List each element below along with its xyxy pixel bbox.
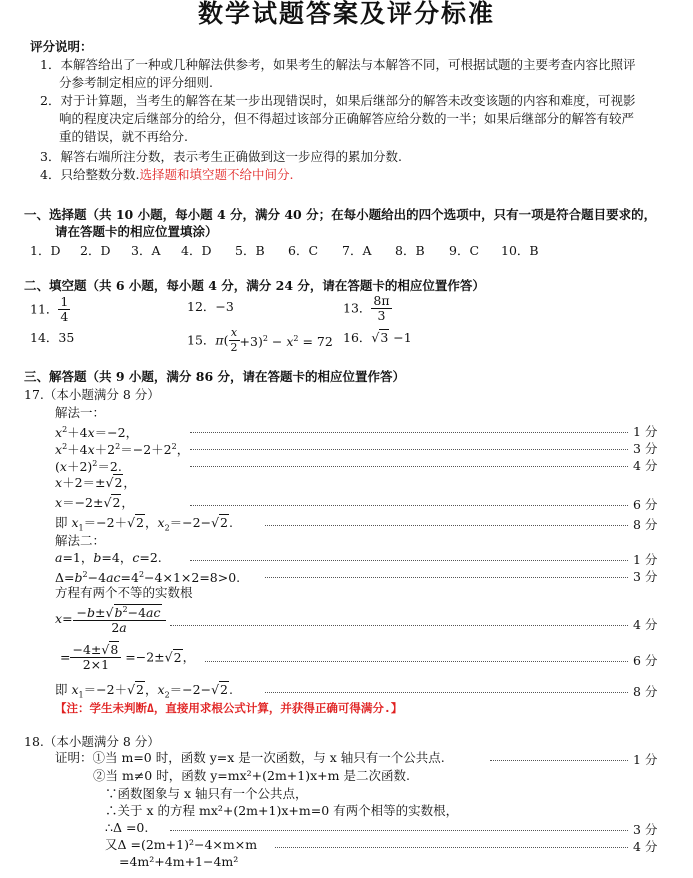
- q17-step1: $x^2+4x=-2$，: [55, 425, 139, 441]
- q15-label: 15．: [187, 332, 216, 348]
- score-4: 4 分: [633, 458, 658, 473]
- leader-dots: [190, 432, 628, 433]
- fill-answer-15: 15．π( $\frac{x}{2}$ $+3)^2 - x^2 = 72$: [187, 326, 333, 354]
- q18-line7: =4m²+4m+1−4m²: [119, 854, 239, 869]
- leader-dots: [265, 525, 628, 526]
- section1-heading-cont: 请在答题卡的相应位置填涂）: [55, 224, 218, 239]
- answer-4: 4．D: [181, 243, 212, 258]
- leader-dots: [265, 577, 628, 578]
- q16-label: 16．: [343, 330, 372, 345]
- page-title: 数学试题答案及评分标准: [197, 0, 495, 28]
- q13-den: 3: [377, 308, 386, 323]
- q17-method2: 解法二：: [55, 533, 106, 548]
- leader-dots: [265, 692, 628, 693]
- answer-10: 10．B: [501, 243, 539, 258]
- q17-title: 17.（本小题满分 8 分）: [24, 387, 160, 402]
- leader-dots: [190, 505, 628, 506]
- score-6: 6 分: [633, 497, 658, 512]
- answer-6: 6．C: [288, 243, 319, 258]
- grading-note-1-cont: 分参考制定相应的评分细则.: [59, 75, 213, 90]
- grading-note-2-cont: 响的程度决定后继部分的给分，但不得超过该部分正确解答应给分数的一半；如果后继部分的解答有较严: [59, 111, 635, 126]
- grading-note-2: 2．对于计算题，当考生的解答在某一步出现错误时，如果后继部分的解答未改变该题的内容和难度，可视影: [40, 93, 636, 108]
- score-8: 8 分: [633, 517, 658, 532]
- grading-note-1: 1．本解答给出了一种或几种解法供参考，如果考生的解法与本解答不同，可根据试题的主要考查内容比照评: [40, 57, 636, 72]
- q18-title: 18.（本小题满分 8 分）: [24, 734, 160, 749]
- q17-m2-final: 即 $x_1=-2+√2$，$x_2=-2-√2$.: [55, 682, 233, 700]
- q17-m2-step1: a=1，b=4，c=2.: [55, 550, 162, 565]
- leader-dots: [490, 760, 628, 761]
- q18-line1: 证明：①当 m=0 时，函数 y=x 是一次函数，与 x 轴只有一个公共点.: [55, 750, 445, 765]
- q11-fraction: [58, 295, 70, 324]
- q17-roots-text: 方程有两个不等的实数根: [55, 585, 193, 600]
- answer-2: 2．D: [80, 243, 111, 258]
- quadratic-formula-fraction: $\frac{-b\pm√b^2-4ac}{2a}$: [73, 603, 166, 635]
- q11-label: 11．: [30, 301, 59, 317]
- q13-num: 8π: [373, 293, 390, 308]
- leader-dots: [205, 661, 628, 662]
- answer-1: 1．D: [30, 243, 61, 258]
- score-3: 3 分: [633, 569, 658, 584]
- q17-method1: 解法一：: [55, 405, 106, 420]
- grading-notes-heading: 评分说明：: [30, 39, 93, 54]
- leader-dots: [275, 847, 628, 848]
- fill-answer-14: 14．35: [30, 330, 75, 345]
- q18-line5: ∴Δ =0.: [105, 820, 149, 835]
- grading-note-4: [40, 167, 293, 183]
- answer-3: 3．A: [131, 243, 161, 258]
- q15-fraction: $\frac{x}{2}$: [230, 326, 238, 354]
- q13-label: 13．: [343, 300, 372, 316]
- score-3: 3 分: [633, 822, 658, 837]
- fill-answer-11: [30, 295, 70, 324]
- grading-note-4-red: 选择题和填空题不给中间分.: [139, 167, 294, 182]
- score-4: 4 分: [633, 617, 658, 632]
- score-1: 1 分: [633, 552, 658, 567]
- grading-note-4-text: 4．只给整数分数.: [40, 167, 140, 182]
- score-4: 4 分: [633, 839, 658, 854]
- answer-9: 9．C: [449, 243, 480, 258]
- q17-step6: 即 $x_1=-2+√2$，$x_2=-2-√2$.: [55, 515, 233, 533]
- fill-answer-13: [343, 294, 392, 323]
- leader-dots: [170, 625, 628, 626]
- score-1: 1 分: [633, 424, 658, 439]
- leader-dots: [190, 466, 628, 467]
- q11-num: 1: [60, 294, 69, 309]
- q11-den: 4: [60, 309, 69, 324]
- grading-note-3: 3．解答右端所注分数，表示考生正确做到这一步应得的累加分数.: [40, 149, 402, 164]
- score-6: 6 分: [633, 653, 658, 668]
- q17-step5: x＝−2±√2，: [55, 495, 134, 510]
- section3-heading: 三、解答题（共 9 小题，满分 86 分，请在答题卡的相应位置作答）: [24, 369, 406, 384]
- grading-note-2-cont2: 重的错误，就不再给分.: [59, 129, 188, 144]
- q17-m2-step2: $\Delta=b^2-4ac=4^2-4\times 1\times 2=8>0$.: [55, 570, 241, 586]
- q17-formula: x= $\frac{-b\pm√b^2-4ac}{2a}$: [55, 603, 166, 635]
- q18-line6: 又Δ =(2m+1)²−4×m×m: [105, 837, 258, 852]
- leader-dots: [190, 560, 628, 561]
- q17-note: 【注：学生未判断Δ，直接用求根公式计算，并获得正确可得满分.】: [55, 701, 403, 715]
- q17-step3: $(x+2)^2=2$.: [55, 459, 122, 475]
- fill-answer-12: 12．−3: [187, 299, 234, 314]
- fill-answer-16: 16．√3 −1: [343, 330, 412, 345]
- score-8: 8 分: [633, 684, 658, 699]
- q18-line3: ∵函数图象与 x 轴只有一个公共点，: [105, 786, 308, 801]
- section1-heading: 一、选择题（共 10 小题，每小题 4 分，满分 40 分；在每小题给出的四个选项中，只有一项是符合题目要求的，: [24, 207, 657, 222]
- leader-dots: [190, 449, 628, 450]
- score-1: 1 分: [633, 752, 658, 767]
- calc-fraction: $\frac{-4\pm√8}{2\times 1}$: [70, 643, 121, 672]
- section2-heading: 二、填空题（共 6 小题，每小题 4 分，满分 24 分，请在答题卡的相应位置作答）: [24, 278, 485, 293]
- answer-7: 7．A: [342, 243, 372, 258]
- q18-line4: ∴关于 x 的方程 mx²+(2m+1)x+m=0 有两个相等的实数根，: [105, 803, 459, 818]
- q17-calc: = $\frac{-4\pm√8}{2\times 1}$ =−2±√2，: [60, 642, 196, 672]
- q17-step4: x＋2＝±√2，: [55, 475, 136, 490]
- score-3: 3 分: [633, 441, 658, 456]
- q18-line2: ②当 m≠0 时，函数 y=mx²+(2m+1)x+m 是二次函数.: [93, 768, 410, 783]
- q17-step2: $x^2+4x+2^2=-2+2^2$，: [55, 442, 190, 458]
- q13-fraction: [371, 294, 391, 323]
- answer-8: 8．B: [395, 243, 425, 258]
- answer-5: 5．B: [235, 243, 265, 258]
- leader-dots: [170, 830, 628, 831]
